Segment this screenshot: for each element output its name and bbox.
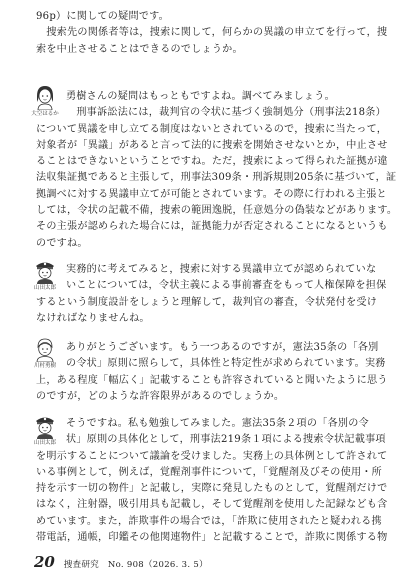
text-line: 刑事訴訟法には，裁判官の令状に基づく強制処分（刑事法218条） <box>66 107 386 119</box>
text-line: 捜索先の関係者等は，捜索に関して，何らかの異議の申立てを行って，捜 <box>36 27 388 39</box>
speaker-name: 大空はるか <box>31 111 59 117</box>
speaker-avatar-kawamura <box>30 336 60 370</box>
page-number: 20 <box>34 553 55 571</box>
text-line: はなく，注射器，吸引用具も記載し，そして覚醒剤を使用した記録なども含 <box>36 499 388 511</box>
speaker-avatar-yamada <box>30 258 60 292</box>
text-line: 対象者が「異議」があると言って法的に捜索を開始させないとか，中止させ <box>36 139 388 151</box>
text-line: のですが，どのような許容限界があるのでしょうか。 <box>36 390 285 402</box>
male-officer-icon <box>33 336 57 362</box>
speaker-name: 山田太郎 <box>33 440 56 446</box>
text-line: について異議を申し立てる制度はないとされているので，捜索に当たって， <box>36 123 388 135</box>
text-line: のですね。 <box>36 237 88 249</box>
text-line: 上，ある程度「幅広く」記載することも許容されていると聞いたように思う <box>36 374 388 386</box>
text-line: 96p）に関しての疑問です。 <box>36 11 170 22</box>
text-line: 勇樹さんの疑問はもっともですよね。調べてみましょう。 <box>66 91 335 102</box>
speaker-avatar-yamada <box>30 413 60 447</box>
text-line: 拠調べに対する異議申立てが可能とされています。その際に行われる主張と <box>36 188 387 200</box>
speaker-name: 山田太郎 <box>33 285 56 291</box>
speaker-avatar-ozora <box>30 84 60 118</box>
page-footer <box>34 553 208 571</box>
female-officer-icon <box>34 84 56 110</box>
text-line: ることはできないということですね。ただ，捜索によって得られた証拠が違 <box>36 156 388 168</box>
text-line: その主張が認められた場合には，証拠能力が否定されることになるというも <box>36 221 388 233</box>
text-line: 索を中止させることはできるのでしょうか。 <box>36 43 243 55</box>
text-line: 実務的に考えてみると，捜索に対する異議申立てが認められていな <box>66 264 377 275</box>
speaker-name: 川村勇樹 <box>33 363 56 369</box>
journal-issue: 捜査研究 No. 908（2026. 3. 5） <box>63 560 208 570</box>
text-line: しては，令状の記載不備，捜索の範囲逸脱，任意処分の偽装などがあります。 <box>36 205 398 217</box>
text-line: そうですね。私も勉強してみました。憲法35条２項の「各別の令 <box>66 418 369 429</box>
police-officer-icon <box>33 258 57 284</box>
text-line: 帯電話，通帳，印鑑その他関連物件」と記載することで，詐欺に関係する物 <box>36 532 388 544</box>
police-officer-icon <box>33 413 57 439</box>
text-line: 法収集証拠であると主張して，刑事法309条・刑訴規則205条に基づいて，証 <box>36 172 397 184</box>
text-line: なければなりませんね。 <box>36 312 150 324</box>
intro-paragraph <box>36 9 388 58</box>
text-line: 状」原則の具体化として，刑事法219条１項による捜索令状記載事項 <box>66 434 386 446</box>
text-line: するという制度設計をしょうと理解して，裁判官の審査，令状発付を受け <box>36 296 378 308</box>
text-line: の令状」原則に照らして，具体性と特定性が求められています。実務 <box>66 358 386 370</box>
text-line: を明示することについて議論を受けました。実務上の具体例として許されて <box>36 450 388 462</box>
text-line: 持を示す一切の物件」と記載し，実際に発見したものとして，覚醒剤だけで <box>36 483 388 495</box>
text-line: いことについては，令状主義による事前審査をもって人権保障を担保 <box>66 280 387 292</box>
text-line: めています。また，詐欺事件の場合では，「詐欺に使用されたと疑われる携 <box>36 515 382 527</box>
text-line: いる事例として，例えば，覚醒剤事件について，「覚醒剤及びその使用・所 <box>36 466 383 478</box>
text-line: ありがとうございます。もう一つあるのですが，憲法35条の「各別 <box>66 342 379 353</box>
